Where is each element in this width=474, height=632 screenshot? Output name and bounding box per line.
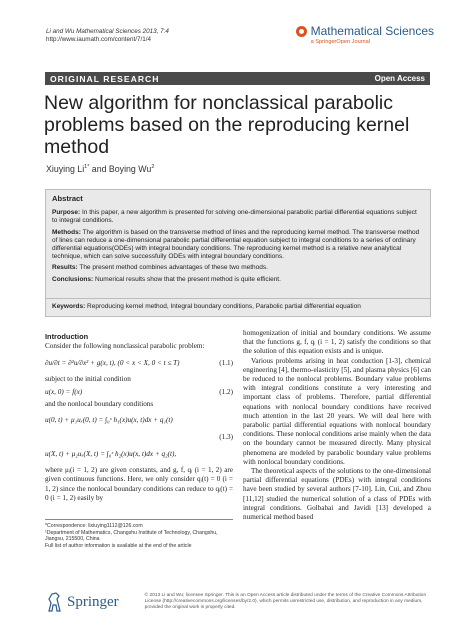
conclusions-text: Numerical results show that the present method is quite efficient. (93, 275, 281, 283)
paragraph: subject to the initial condition (45, 375, 131, 384)
journal-brand: Mathematical Sciences (310, 24, 434, 38)
footnote (45, 519, 233, 549)
keywords (46, 298, 430, 311)
paragraph: and the nonlocal boundary conditions (45, 399, 154, 408)
license-text: © 2013 Li and Wu; licensee Springer. This is an Open Access article distributed under the terms of the Creative Commons Attribution License (http://creativecommons.org/licenses/by/2.0), which permits unrestricted use, distribution, and reproduction in any medium, provided the original work is properly cited. (144, 593, 427, 610)
purpose-text: In this paper, a new algorithm is presented for solving one-dimensional parabolic partial differential equations subject to integral conditions. (52, 209, 417, 225)
keywords-label: Keywords: (52, 302, 86, 310)
paragraph: Consider the following nonclassical parabolic problem: (45, 342, 205, 351)
article-type-bar (45, 72, 430, 85)
article-type: ORIGINAL RESEARCH (50, 73, 160, 84)
paragraph: Various problems arising in heat conduction [1-3], chemical engineering [4], thermo-elasticity [5], and plasma physics [6] can be reduced to the nonlocal problems. Boundary value problems with integral conditions constitute a very interesting and important class of problems. Therefore, partial differential equations with nonlocal boundary conditions have received much attention in the last 20 years. We will deal here with parabolic partial differential equations with nonlocal boundary conditions. These nonlocal conditions arise mainly when the data on the boundary cannot be measured directly. Many physical phenomena are modeled by parabolic boundary value problems with nonlocal boundary conditions. (243, 356, 432, 466)
equation-number: (1.2) (219, 387, 233, 396)
equation-text: u(0, t) + μ₁uₓ(0, t) = ∫₀ˣ h₁(x)u(x, t)dx + q₁(t) (45, 416, 173, 425)
page-footer (45, 588, 435, 616)
purpose-label: Purpose: (52, 209, 81, 217)
abstract-conclusions (52, 276, 424, 284)
equation-1-3-number-row (45, 433, 233, 442)
author-1-affil: 1* (84, 164, 90, 171)
author-2-affil: 2 (151, 164, 155, 171)
author-2: and Boying Wu (89, 164, 152, 174)
keywords-text: Reproducing kernel method, Integral boundary conditions, Parabolic partial differential equation (85, 302, 361, 310)
results-text: The present method combines advantages of these two methods. (77, 264, 268, 272)
paragraph: homogenization of initial and boundary conditions. We assume that the functions g, f, qᵢ (i = 1, 2) satisfy the conditions so that the solution of this equation exists and is unique. (243, 329, 431, 356)
equation-text: u(x, 0) = f(x) (45, 387, 83, 396)
journal-header (46, 28, 169, 44)
full-author-info-note: Full list of author information is available at the end of the article (45, 542, 192, 549)
springer-logo[interactable] (45, 591, 119, 613)
abstract-methods (52, 229, 424, 262)
left-column (45, 329, 233, 503)
journal-brand-sub: a SpringerOpen Journal (310, 39, 371, 45)
springer-horse-icon (45, 591, 63, 613)
abstract-results (52, 264, 424, 272)
section-heading-introduction: Introduction (45, 332, 89, 341)
springeropen-logo-icon (296, 26, 307, 37)
affiliation: ¹Department of Mathematics, Changshu Institute of Technology, Changshu, Jiangsu, 215500, China (45, 529, 218, 543)
journal-citation: Li and Wu Mathematical Sciences 2013, 7:4 (46, 28, 169, 35)
abstract-purpose (52, 209, 424, 225)
paragraph: The theoretical aspects of the solutions to the one-dimensional partial differential equations (PDEs) with integral conditions have been studied by several authors [7-10]. Lin, Cui, and Zhou [11,12] studied the numerical solution of a class of PDEs with integral conditions. Golbabai and Javidi [13] developed a numerical method based (243, 467, 431, 522)
results-label: Results: (52, 264, 78, 272)
author-list (46, 164, 154, 174)
abstract-box (45, 189, 431, 317)
journal-logo[interactable] (296, 24, 434, 45)
conclusions-label: Conclusions: (52, 275, 94, 283)
methods-label: Methods: (52, 228, 81, 236)
equation-number: (1.1) (219, 358, 233, 367)
article-url[interactable]: http://www.iaumath.com/content/7/1/4 (46, 36, 152, 43)
author-1: Xiuying Li (46, 164, 85, 174)
methods-text: The algorithm is based on the transverse method of lines and the reproducing kernel method. The transverse method of lines can reduce a one-dimensional parabolic partial differential equation subject to integral conditions to a series of ordinary differential equations(ODEs) with integral boundary conditions. The reproducing kernel method is a relative new analytical technique, which can solve successfully ODEs with integral boundary conditions. (52, 228, 420, 261)
publisher-name: Springer (67, 593, 119, 610)
equation-number: (1.3) (219, 433, 233, 442)
equation-1-3a (45, 412, 233, 430)
equation-1-3b (45, 445, 233, 463)
right-column (243, 329, 431, 522)
open-access-label: Open Access (374, 74, 425, 83)
equation-1-1 (45, 354, 233, 372)
abstract-heading: Abstract (52, 194, 83, 203)
equation-text: u(X, t) + μ₂uₓ(X, t) = ∫₀ˣ h₂(x)u(x, t)dx + q₂(t), (45, 449, 177, 458)
correspondence[interactable]: *Correspondence: lixiuying1112@126.com (45, 523, 143, 529)
paper-title: New algorithm for nonclassical parabolic problems based on the reproducing kernel method (44, 92, 410, 158)
paragraph: where μᵢ(i = 1, 2) are given constants, and g, f, qᵢ (i = 1, 2) are given continuous functions. Here, we only consider qᵢ(t) = 0 (i = 1, 2) since the nonlocal boundary conditions can reduce to qᵢ(t) = 0 (i = 1, 2) easily by (45, 466, 233, 502)
equation-1-2 (45, 388, 233, 397)
equation-text: ∂u/∂t = ∂²u/∂x² + g(x, t), (0 < x < X, 0 < t ≤ T) (45, 358, 180, 367)
